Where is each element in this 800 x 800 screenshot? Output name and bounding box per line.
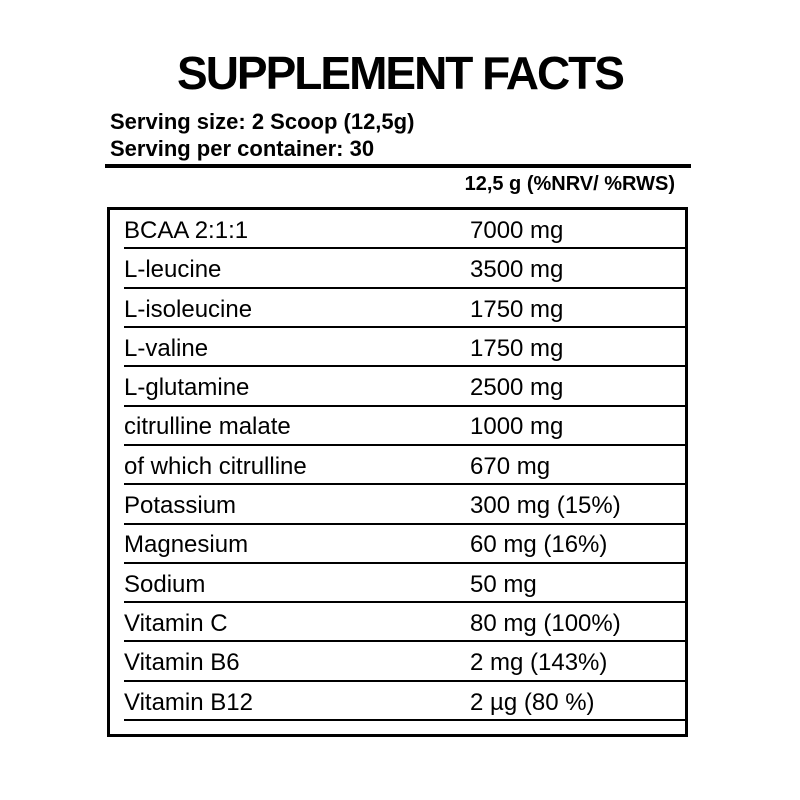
table-row bbox=[124, 289, 685, 328]
nutrient-amount: 1750 mg bbox=[470, 334, 564, 362]
table-row bbox=[124, 642, 685, 681]
table-row bbox=[124, 603, 685, 642]
serving-info bbox=[110, 108, 414, 162]
nutrient-amount: 670 mg bbox=[470, 452, 551, 480]
table-row bbox=[124, 446, 685, 485]
nutrient-name: BCAA 2:1:1 bbox=[124, 216, 249, 244]
nutrient-amount: 300 mg (15%) bbox=[470, 492, 621, 520]
nutrition-facts-table bbox=[107, 207, 688, 737]
nutrient-amount: 7000 mg bbox=[470, 216, 564, 244]
nutrient-amount: 2 mg (143%) bbox=[470, 649, 608, 677]
nutrient-name: Sodium bbox=[124, 570, 206, 598]
nutrient-amount: 80 mg (100%) bbox=[470, 610, 621, 638]
nutrient-name: Vitamin C bbox=[124, 610, 228, 638]
supplement-facts-title: SUPPLEMENT FACTS bbox=[177, 47, 623, 99]
table-row bbox=[124, 367, 685, 406]
table-row bbox=[124, 328, 685, 367]
nutrient-name: L-valine bbox=[124, 334, 209, 362]
table-row bbox=[124, 564, 685, 603]
nutrient-name: L-glutamine bbox=[124, 374, 250, 402]
table-row bbox=[124, 682, 685, 721]
table-row bbox=[124, 525, 685, 564]
nutrient-name: citrulline malate bbox=[124, 413, 291, 441]
nutrient-amount: 1000 mg bbox=[470, 413, 564, 441]
nutrient-amount: 50 mg bbox=[470, 570, 537, 598]
nutrient-name: of which citrulline bbox=[124, 452, 307, 480]
header-divider-rule bbox=[105, 164, 691, 168]
amount-column-header: 12,5 g (%NRV/ %RWS) bbox=[464, 173, 675, 195]
nutrient-name: L-isoleucine bbox=[124, 295, 253, 323]
table-row bbox=[124, 485, 685, 524]
serving-size-text: Serving size: 2 Scoop (12,5g) bbox=[110, 109, 415, 134]
table-row bbox=[124, 249, 685, 288]
nutrient-amount: 3500 mg bbox=[470, 256, 564, 284]
nutrient-amount: 2500 mg bbox=[470, 374, 564, 402]
nutrient-name: Vitamin B12 bbox=[124, 688, 253, 716]
nutrient-name: Vitamin B6 bbox=[124, 649, 240, 677]
nutrient-amount: 1750 mg bbox=[470, 295, 564, 323]
nutrient-name: L-leucine bbox=[124, 256, 222, 284]
nutrient-name: Magnesium bbox=[124, 531, 249, 559]
nutrient-amount: 60 mg (16%) bbox=[470, 531, 608, 559]
table-row bbox=[124, 210, 685, 249]
nutrient-amount: 2 µg (80 %) bbox=[470, 688, 595, 716]
serving-per-container-text: Serving per container: 30 bbox=[110, 136, 375, 161]
table-row bbox=[124, 407, 685, 446]
nutrient-name: Potassium bbox=[124, 492, 237, 520]
